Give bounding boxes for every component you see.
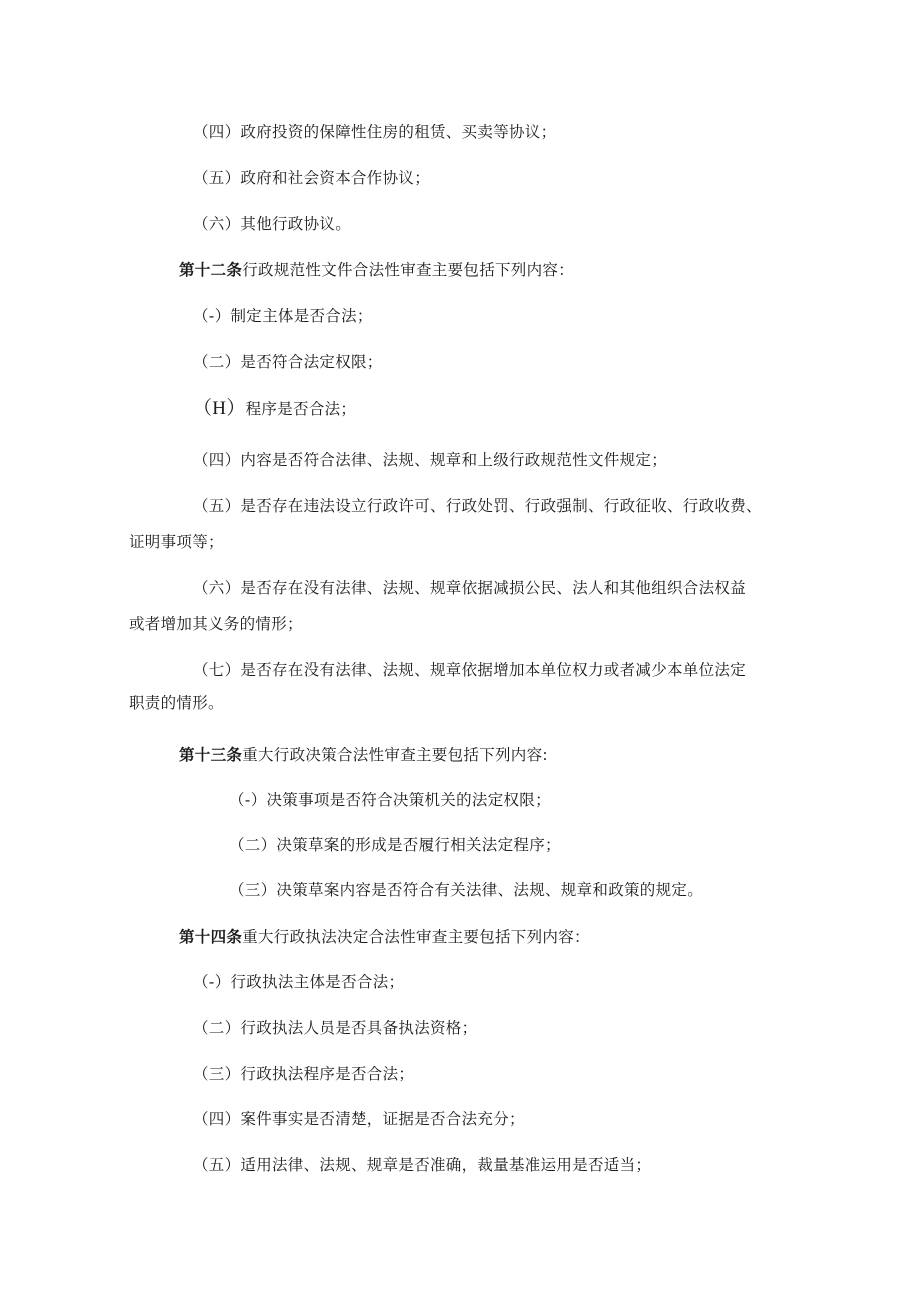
paragraph (229, 790, 551, 810)
paragraph (193, 352, 383, 372)
paragraph-text: （五）是否存在违法设立行政许可、行政处罚、行政强制、行政征收、行政收费、 (193, 497, 762, 515)
paragraph-text: （-）行政执法主体是否合法； (193, 973, 405, 991)
paragraph-text: （五）政府和社会资本合作协议； (193, 169, 431, 187)
paragraph-continuation (129, 693, 224, 713)
paragraph-text: （六）是否存在没有法律、法规、规章依据减损公民、法人和其他组织合法权益 (193, 579, 747, 597)
paragraph (193, 450, 667, 470)
paragraph (193, 399, 356, 419)
paragraph-text: 重大行政执法决定合法性审查主要包括下列内容： (242, 928, 590, 946)
paragraph-text: （-）制定主体是否合法； (193, 307, 373, 325)
paragraph-text: 或者增加其义务的情形； (129, 615, 303, 633)
paragraph (193, 214, 351, 234)
paragraph-text: （四）案件事实是否清楚，证据是否合法充分； (193, 1110, 525, 1128)
article-heading (179, 927, 590, 947)
paragraph (193, 1064, 414, 1084)
paragraph (193, 496, 762, 516)
paragraph-text: 行政规范性文件合法性审查主要包括下列内容： (242, 261, 575, 279)
paragraph-text: 证明事项等； (129, 533, 224, 551)
paragraph (229, 880, 703, 900)
paragraph-text: （四）内容是否符合法律、法规、规章和上级行政规范性文件规定； (193, 451, 668, 469)
paragraph-continuation (129, 614, 303, 634)
article-number: 第十三条 (179, 746, 243, 764)
paragraph-text: （三）决策草案内容是否符合有关法律、法规、规章和政策的规定。 (229, 881, 704, 899)
item-marker: （H） (193, 398, 246, 419)
paragraph (193, 578, 746, 598)
paragraph-text: 职责的情形。 (129, 694, 224, 712)
paragraph-text: （三）行政执法程序是否合法； (193, 1065, 415, 1083)
paragraph-text: （二）是否符合法定权限； (193, 353, 383, 371)
paragraph-text: （七）是否存在没有法律、法规、规章依据增加本单位权力或者减少本单位法定 (193, 661, 747, 679)
article-heading (179, 260, 574, 280)
paragraph (193, 1155, 651, 1175)
article-number: 第十四条 (179, 928, 243, 946)
paragraph (193, 660, 746, 680)
paragraph (193, 972, 404, 992)
paragraph-text: （二）行政执法人员是否具备执法资格； (193, 1019, 478, 1037)
paragraph (193, 1018, 477, 1038)
paragraph-text: （五）适用法律、法规、规章是否准确，裁量基准运用是否适当； (193, 1156, 652, 1174)
paragraph-text: （二）决策草案的形成是否履行相关法定程序； (229, 836, 561, 854)
paragraph-text: （六）其他行政协议。 (193, 215, 352, 233)
paragraph-text: 程序是否合法； (245, 400, 357, 418)
article-heading (179, 745, 548, 765)
paragraph (193, 306, 373, 326)
paragraph (193, 1109, 525, 1129)
paragraph-text: （四）政府投资的保障性住房的租赁、买卖等协议； (193, 123, 557, 141)
paragraph (193, 122, 556, 142)
paragraph (193, 168, 430, 188)
paragraph-text: （-）决策事项是否符合决策机关的法定权限； (229, 791, 551, 809)
paragraph (229, 835, 561, 855)
article-number: 第十二条 (179, 261, 243, 279)
paragraph-continuation (129, 532, 224, 552)
paragraph-text: 重大行政决策合法性审查主要包括下列内容: (242, 746, 548, 764)
